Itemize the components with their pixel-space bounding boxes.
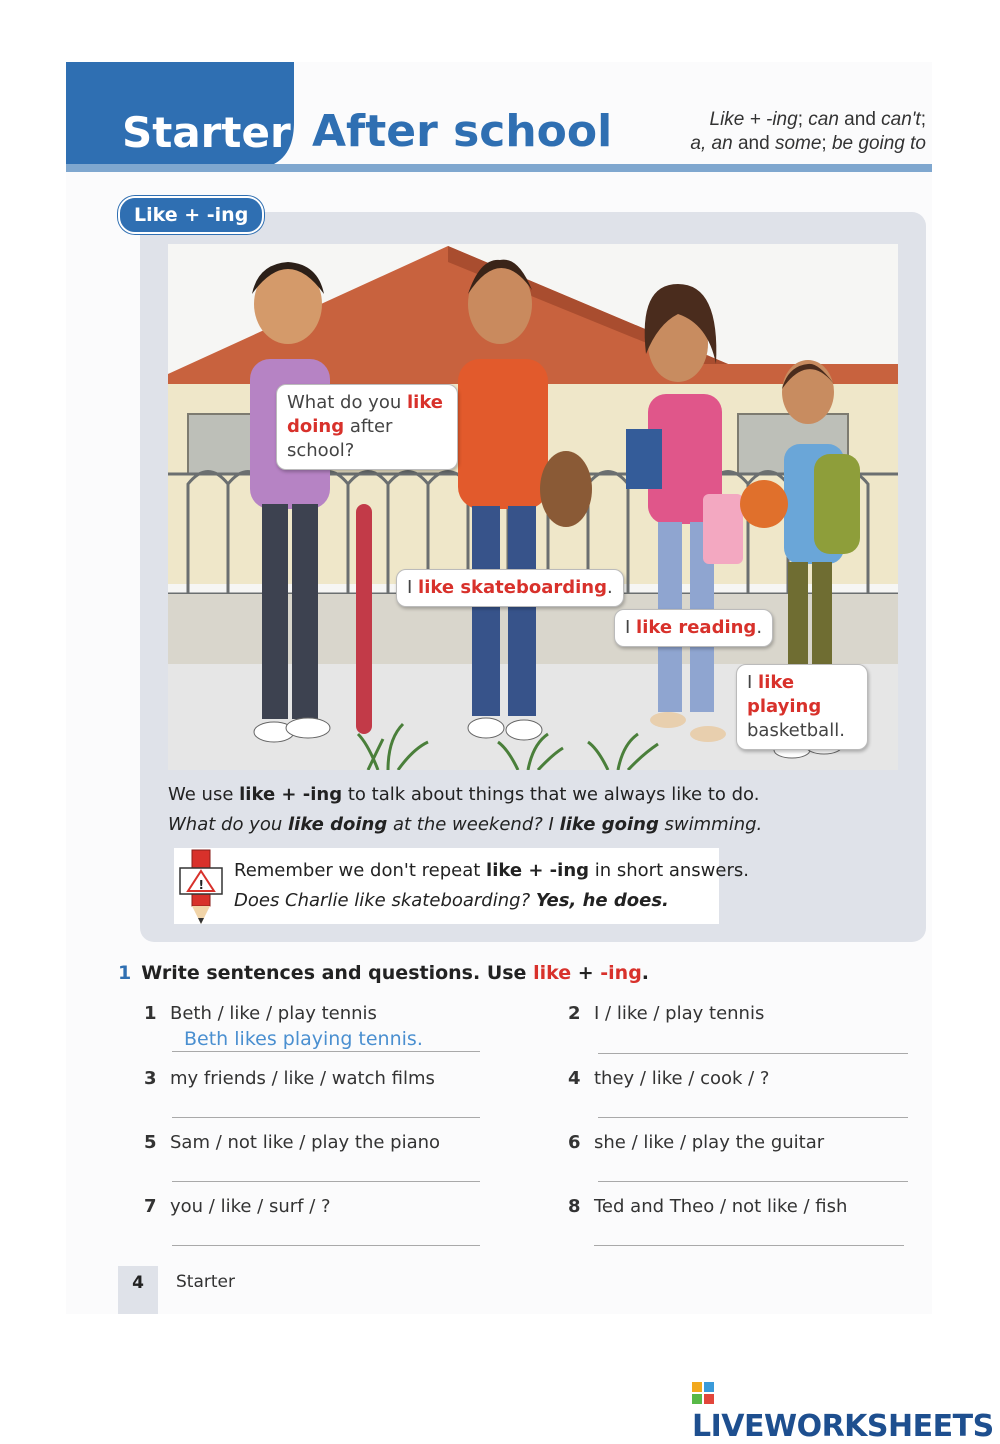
grammar-example: What do you like doing at the weekend? I like going swimming. (168, 814, 763, 835)
answer-line-7 (172, 1245, 480, 1246)
answer-line-2 (598, 1053, 908, 1054)
answer-line-6 (598, 1181, 908, 1182)
speech-bubble-basketball: I like playing basketball. (736, 664, 868, 750)
exercise-item-7: 7 you / like / surf / ? (144, 1196, 331, 1217)
answer-line-1 (172, 1051, 480, 1052)
speech-bubble-question: What do you like doing after school? (276, 384, 458, 470)
exercise-item-3: 3 my friends / like / watch films (144, 1068, 435, 1089)
remember-note-text: Remember we don't repeat like + -ing in short answers. Does Charlie like skateboarding? Yes, he does. (234, 860, 749, 911)
answer-field-1[interactable]: Beth likes playing tennis. (184, 1028, 423, 1050)
pencil-warning-icon (178, 846, 224, 928)
grammar-explanation (168, 780, 762, 840)
answer-line-5 (172, 1181, 480, 1182)
svg-text:!: ! (198, 878, 204, 892)
exercise-item-2: 2 I / like / play tennis (568, 1003, 765, 1024)
unit-title: After school (312, 106, 613, 157)
unit-label: Starter (122, 108, 291, 157)
unit-topics: Like + -ing; can and can't; a, an and some; be going to (690, 109, 926, 154)
exercise-item-8: 8 Ted and Theo / not like / fish (568, 1196, 848, 1217)
page-number: 4 (118, 1266, 158, 1314)
exercise-item-5: 5 Sam / not like / play the piano (144, 1132, 441, 1153)
header-underline (66, 164, 932, 172)
speech-bubble-reading: I like reading. (614, 609, 773, 647)
answer-line-8 (594, 1245, 904, 1246)
exercise-item-6: 6 she / like / play the guitar (568, 1132, 825, 1153)
exercise-item-1: 1 Beth / like / play tennis (144, 1003, 377, 1024)
speech-bubble-skateboarding: I like skateboarding. (396, 569, 624, 607)
answer-line-3 (172, 1117, 480, 1118)
answer-line-4 (598, 1117, 908, 1118)
exercise-instruction: 1 Write sentences and questions. Use like + -ing. (118, 962, 650, 984)
exercise-item-4: 4 they / like / cook / ? (568, 1068, 770, 1089)
grammar-rule: We use like + -ing to talk about things that we always like to do. (168, 784, 760, 805)
section-label: Like + -ing (118, 196, 264, 234)
liveworksheets-watermark: LIVEWORKSHEETS (692, 1374, 1000, 1444)
footer-section-label: Starter (176, 1272, 235, 1292)
liveworksheets-logo-icon (692, 1382, 714, 1404)
